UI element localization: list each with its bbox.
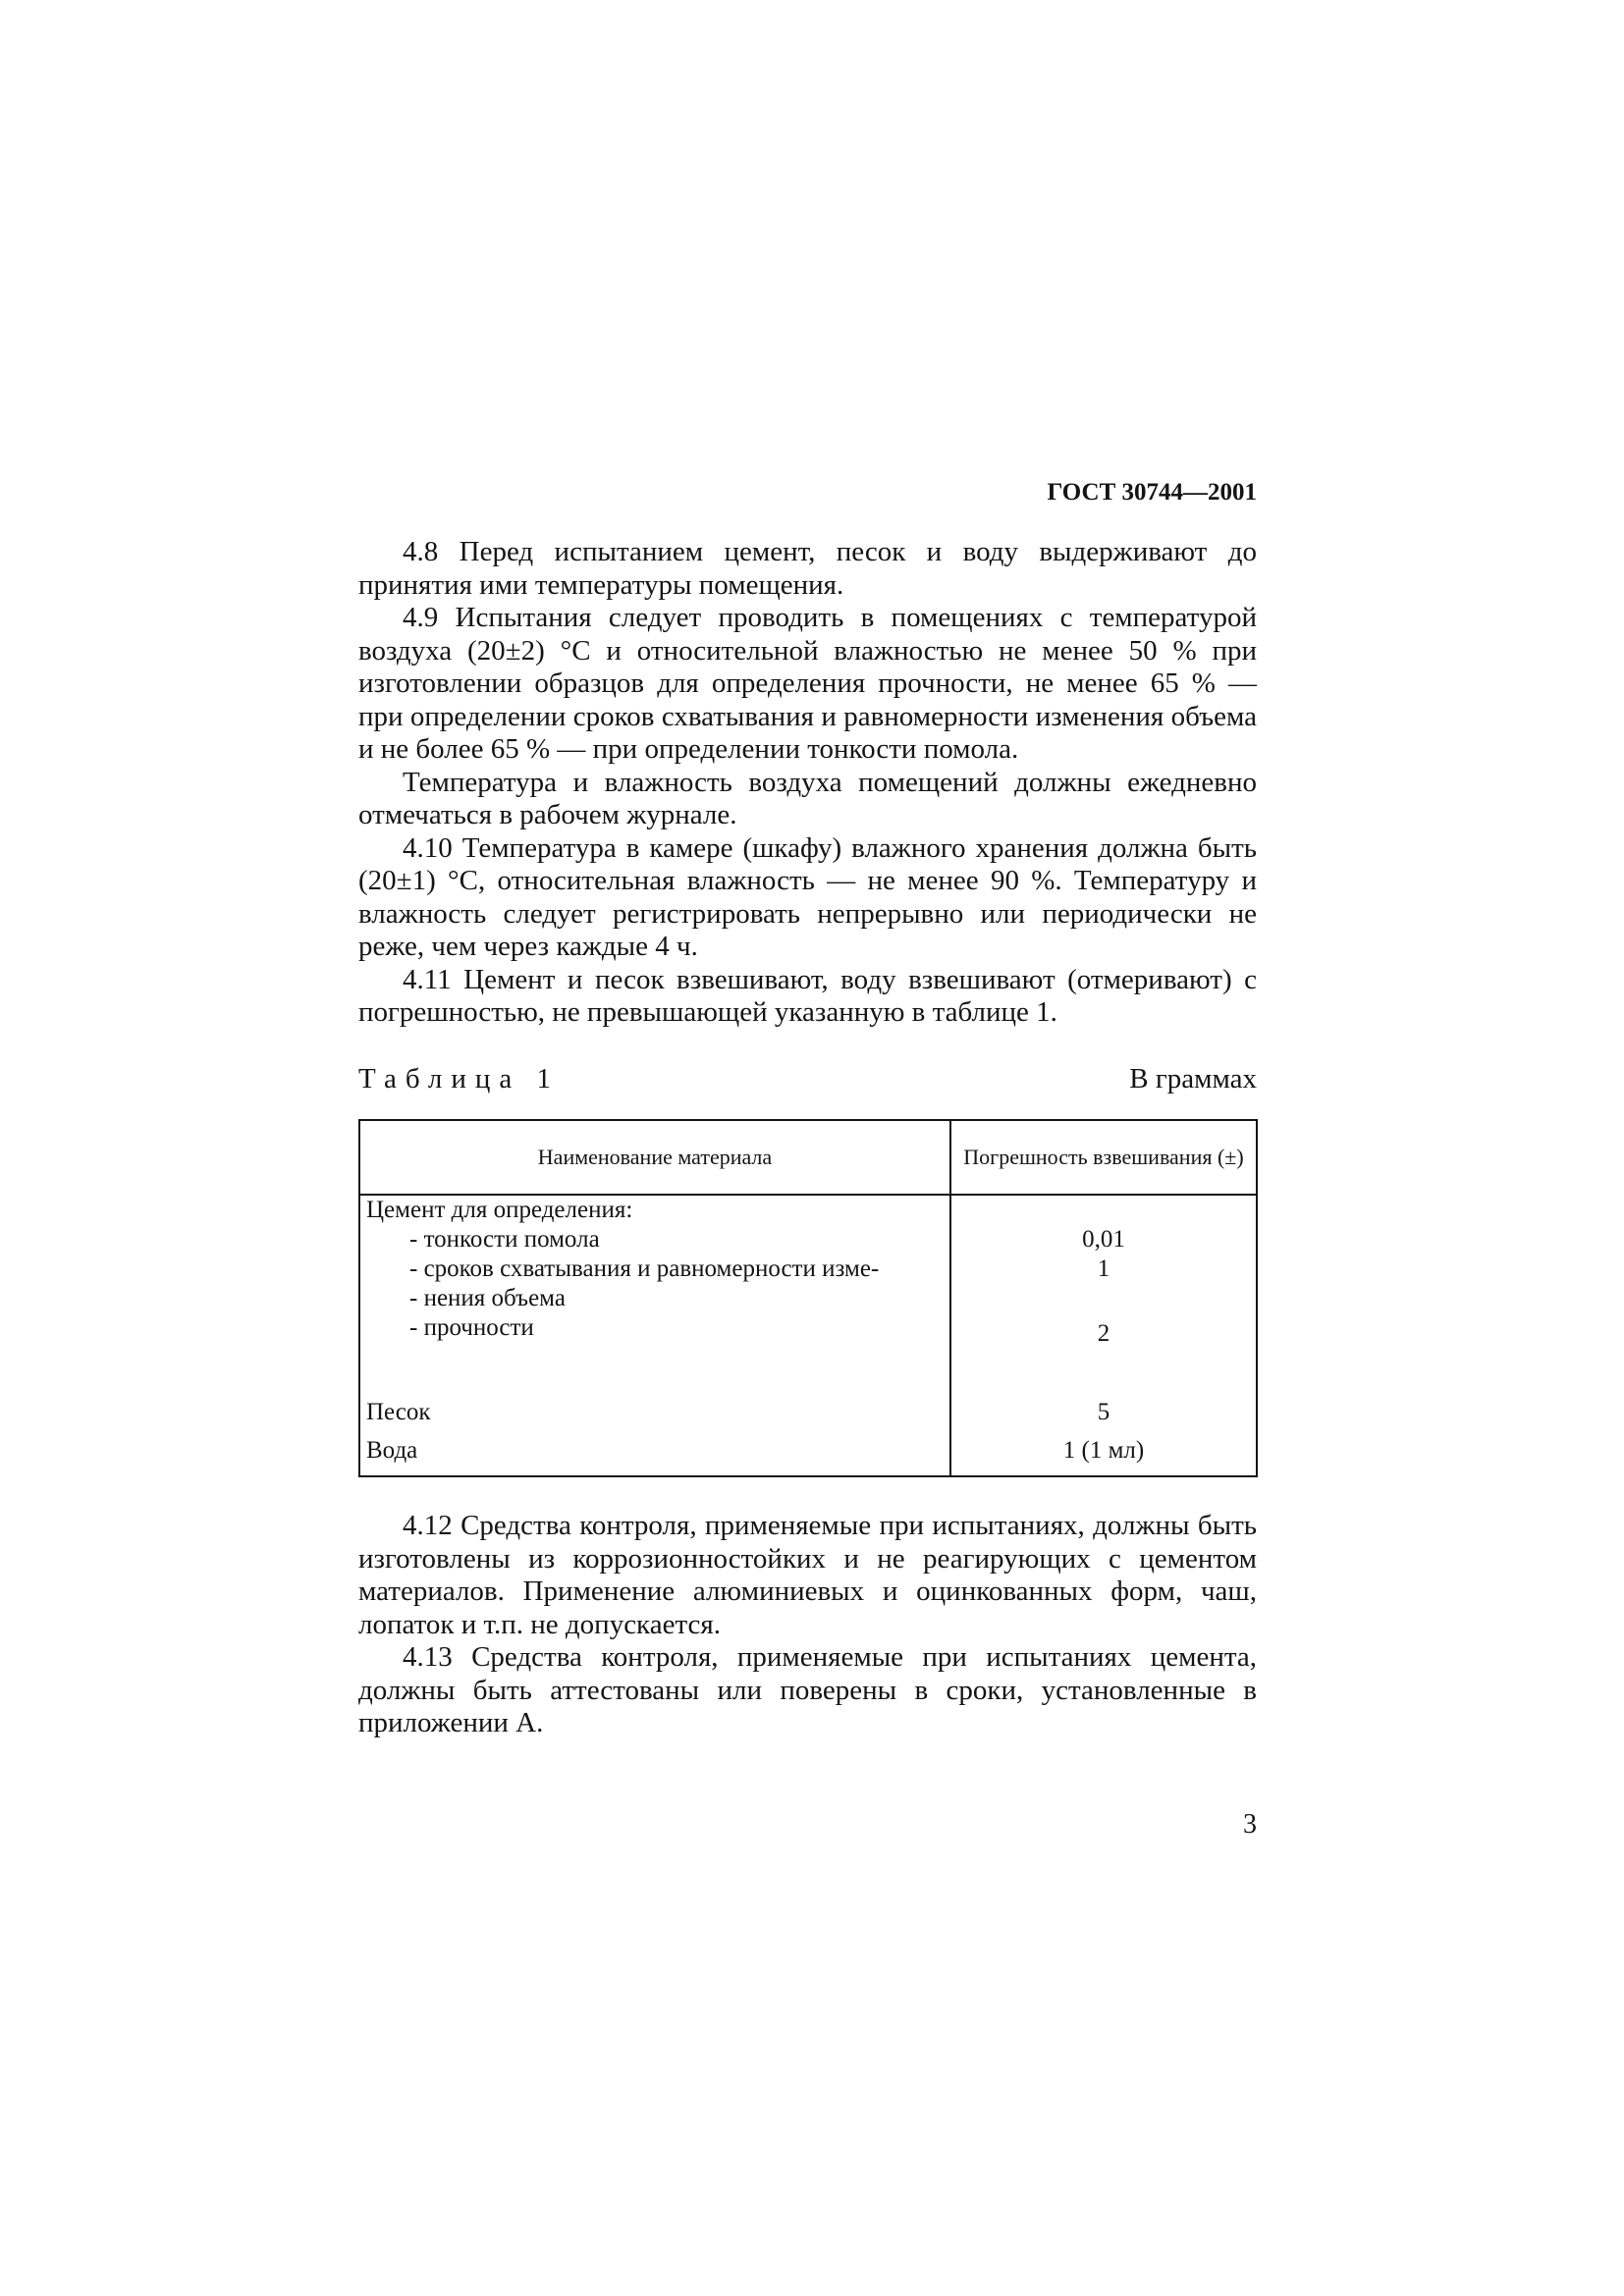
table-cell-name [359, 1195, 950, 1398]
row-name: Вода [359, 1436, 950, 1476]
paragraph-4-12: 4.12 Средства контроля, применяемые при испытаниях, должны быть изготовлены из коррозионностойких и не реагирующих с цементом материалов. Применение алюминиевых и оцинкованных форм, чаш, лопаток и т.п. не допускается. [358, 1510, 1257, 1640]
table-row [359, 1195, 1257, 1398]
row-name: - сроков схватывания и равномерности изме- [409, 1255, 880, 1282]
column-header-material: Наименование материала [359, 1120, 950, 1195]
paragraph-4-13: 4.13 Средства контроля, применяемые при испытаниях цемента, должны быть аттестованы или поверены в сроки, установленные в приложении А. [358, 1641, 1257, 1738]
row-value: 1 (1 мл) [950, 1436, 1257, 1476]
table-caption: Таблица 1 [358, 1063, 561, 1095]
row-name-continuation: - нения объема [409, 1285, 566, 1311]
table-header-row [359, 1120, 1257, 1195]
paragraph-4-9: 4.9 Испытания следует проводить в помещениях с температурой воздуха (20±2) °C и относительной влажностью не менее 50 % при изготовлении образцов для определения прочности, не менее 65 % — при определении сроков схватывания и равномерности изменения объема и не более 65 % — при определении тонкости помола. [358, 602, 1257, 765]
row-value: 1 [1097, 1255, 1110, 1282]
table-row [359, 1436, 1257, 1476]
row-name: - прочности [409, 1314, 534, 1341]
row-name: Песок [359, 1398, 950, 1436]
column-header-tolerance: Погрешность взвешивания (±) [950, 1120, 1257, 1195]
row-value: 5 [950, 1398, 1257, 1436]
group-label: Цемент для определения: [366, 1197, 633, 1223]
body-text-bottom [358, 1510, 1257, 1740]
body-text-top [358, 536, 1257, 1030]
page-number: 3 [1243, 1809, 1257, 1840]
table-row [359, 1398, 1257, 1436]
paragraph-4-10: 4.10 Температура в камере (шкафу) влажного хранения должна быть (20±1) °C, относительная влажность — не менее 90 %. Температуру и влажность следует регистрировать непрерывно или периодически не реже, чем через каждые 4 ч. [358, 831, 1257, 962]
row-value: 0,01 [1082, 1226, 1125, 1253]
table-caption-row [358, 1063, 1257, 1095]
table-cell-values [950, 1195, 1257, 1398]
table-units: В граммах [1129, 1063, 1257, 1095]
paragraph-4-8: 4.8 Перед испытанием цемент, песок и воду выдерживают до принятия ими температуры помещения. [358, 536, 1257, 601]
row-name: - тонкости помола [409, 1226, 600, 1253]
row-value: 2 [1097, 1320, 1110, 1347]
document-header: ГОСТ 30744—2001 [1047, 479, 1257, 506]
weighing-tolerance-table [358, 1119, 1258, 1477]
paragraph-4-11: 4.11 Цемент и песок взвешивают, воду взвешивают (отмеривают) с погрешностью, не превышающей указанную в таблице 1. [358, 963, 1257, 1028]
paragraph-4-9-note: Температура и влажность воздуха помещений должны ежедневно отмечаться в рабочем журнале. [358, 766, 1257, 830]
